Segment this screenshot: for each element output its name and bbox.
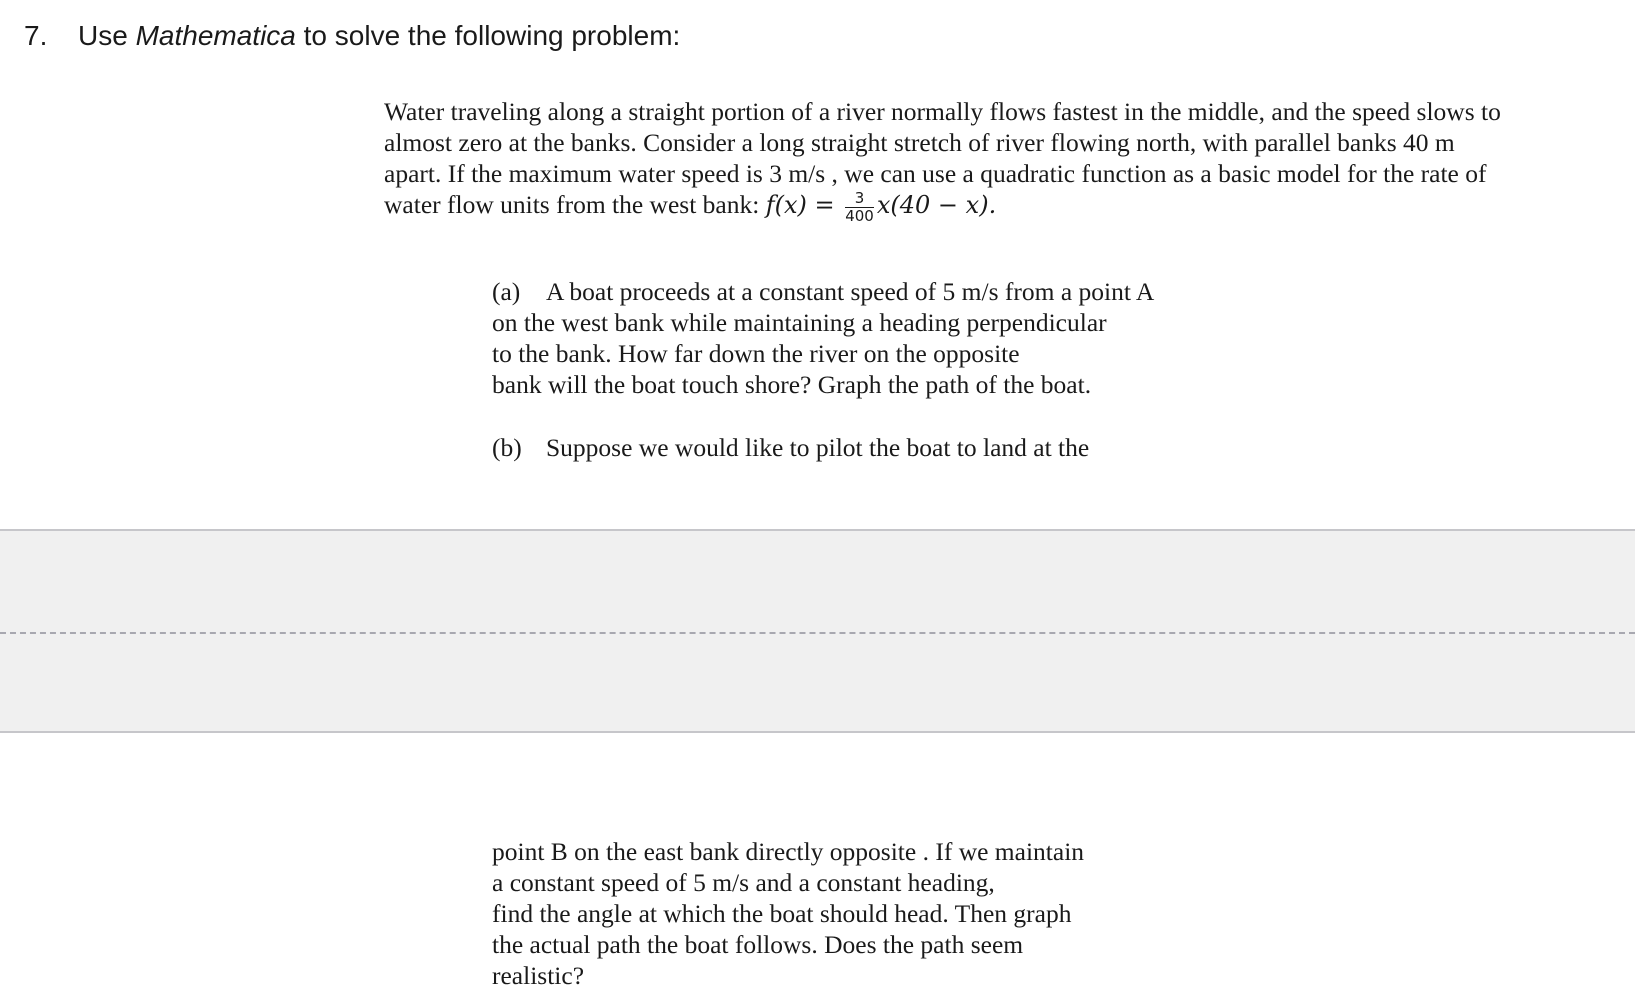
part-b-continued (492, 836, 1252, 991)
formula-fraction (845, 190, 874, 225)
problem-intro (384, 96, 1604, 225)
part-a-line-1 (492, 276, 1252, 307)
heading-prefix: Use (78, 20, 136, 51)
page-break-dashed-line (0, 632, 1635, 634)
page-break-gap (0, 529, 1635, 733)
part-b-cont-line-3: find the angle at which the boat should head. Then graph (492, 899, 1072, 928)
fraction-denominator: 400 (845, 206, 874, 225)
part-a (492, 276, 1252, 400)
intro-line-3: apart. If the maximum water speed is 3 m/s , we can use a quadratic function as a basic model for the rate of (384, 159, 1487, 188)
software-name: Mathematica (135, 20, 296, 51)
part-a-line-4: bank will the boat touch shore? Graph the path of the boat. (492, 370, 1092, 399)
problem-heading (24, 14, 680, 58)
intro-line-4 (384, 188, 1604, 225)
intro-line-1: Water traveling along a straight portion of a river normally flows fastest in the middle, and the speed slows to (384, 97, 1501, 126)
intro-line-2: almost zero at the banks. Consider a long straight stretch of river flowing north, with parallel banks 40 m (384, 128, 1455, 157)
part-b-label: (b) (492, 433, 522, 462)
heading-suffix: to solve the following problem: (295, 20, 681, 51)
part-b (492, 432, 1252, 463)
problem-number: 7. (24, 20, 48, 51)
part-b-line-1-text: Suppose we would like to pilot the boat to land at the (546, 433, 1090, 462)
formula-lhs: f(x) = (765, 191, 843, 219)
part-a-label: (a) (492, 277, 521, 306)
part-a-line-3: to the bank. How far down the river on the opposite (492, 339, 1020, 368)
part-a-line-1-text: A boat proceeds at a constant speed of 5 m/s from a point A (546, 277, 1155, 306)
formula-rhs: x(40 − x). (876, 191, 997, 219)
part-b-cont-line-5: realistic? (492, 961, 585, 990)
part-a-line-2: on the west bank while maintaining a heading perpendicular (492, 308, 1107, 337)
part-b-cont-line-2: a constant speed of 5 m/s and a constant heading, (492, 868, 995, 897)
part-b-cont-line-4: the actual path the boat follows. Does the path seem (492, 930, 1024, 959)
fraction-numerator: 3 (845, 190, 874, 208)
intro-line-4-text: water flow units from the west bank: (384, 190, 766, 219)
part-b-line-1 (492, 432, 1252, 463)
part-b-cont-line-1: point B on the east bank directly opposite . If we maintain (492, 837, 1085, 866)
